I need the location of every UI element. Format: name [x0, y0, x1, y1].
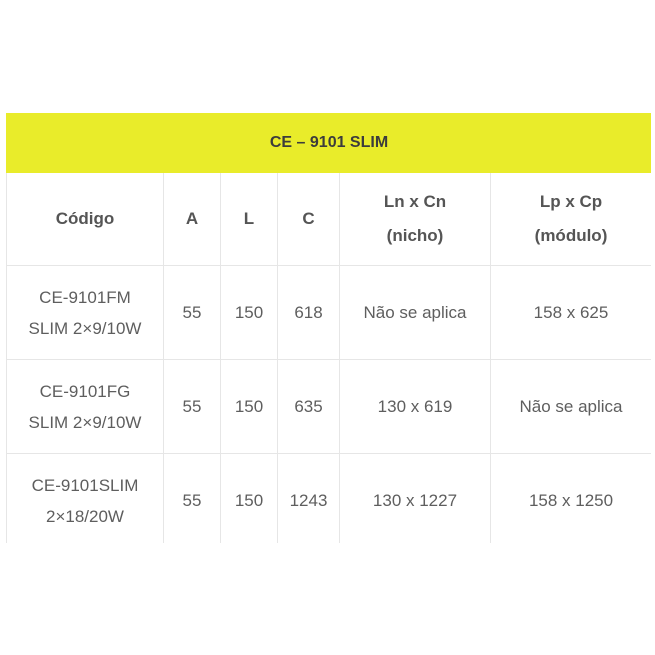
cell-l: 150 [221, 360, 278, 454]
table-header-row [7, 173, 652, 266]
cell-c: 635 [278, 360, 340, 454]
cell-lp-cp: 158 x 1250 [491, 454, 652, 544]
spec-table [6, 113, 651, 543]
header-l [221, 173, 278, 266]
codigo-line-2: SLIM 2×9/10W [28, 412, 142, 432]
codigo-line-2: 2×18/20W [46, 506, 124, 526]
cell-codigo [7, 360, 164, 454]
cell-ln-cn: Não se aplica [340, 266, 491, 360]
cell-l: 150 [221, 454, 278, 544]
codigo-line-1: CE-9101SLIM [31, 475, 139, 495]
cell-ln-cn: 130 x 1227 [340, 454, 491, 544]
cell-ln-cn: 130 x 619 [340, 360, 491, 454]
cell-lp-cp: Não se aplica [491, 360, 652, 454]
table-title: CE – 9101 SLIM [7, 114, 652, 173]
cell-codigo [7, 266, 164, 360]
header-c [278, 173, 340, 266]
table-row [7, 266, 652, 360]
cell-c: 618 [278, 266, 340, 360]
header-lp-cp [491, 173, 652, 266]
spec-table-container [6, 113, 651, 543]
header-ln-cn [340, 173, 491, 266]
codigo-line-1: CE-9101FG [39, 381, 131, 401]
codigo-line-1: CE-9101FM [39, 287, 131, 307]
cell-c: 1243 [278, 454, 340, 544]
cell-a: 55 [164, 454, 221, 544]
cell-a: 55 [164, 360, 221, 454]
cell-lp-cp: 158 x 625 [491, 266, 652, 360]
table-title-row [7, 114, 652, 173]
cell-l: 150 [221, 266, 278, 360]
header-codigo-label: Código [55, 209, 115, 228]
header-c-label: C [302, 209, 315, 228]
header-a-label: A [185, 209, 199, 228]
header-codigo [7, 173, 164, 266]
header-l-label: L [243, 209, 255, 228]
header-lp-cp-sub: (módulo) [534, 226, 608, 245]
cell-a: 55 [164, 266, 221, 360]
header-ln-cn-label: Ln x Cn [383, 192, 447, 211]
cell-codigo [7, 454, 164, 544]
header-lp-cp-label: Lp x Cp [539, 192, 603, 211]
header-a [164, 173, 221, 266]
header-ln-cn-sub: (nicho) [386, 226, 444, 245]
codigo-line-2: SLIM 2×9/10W [28, 318, 142, 338]
table-row [7, 360, 652, 454]
table-row [7, 454, 652, 544]
